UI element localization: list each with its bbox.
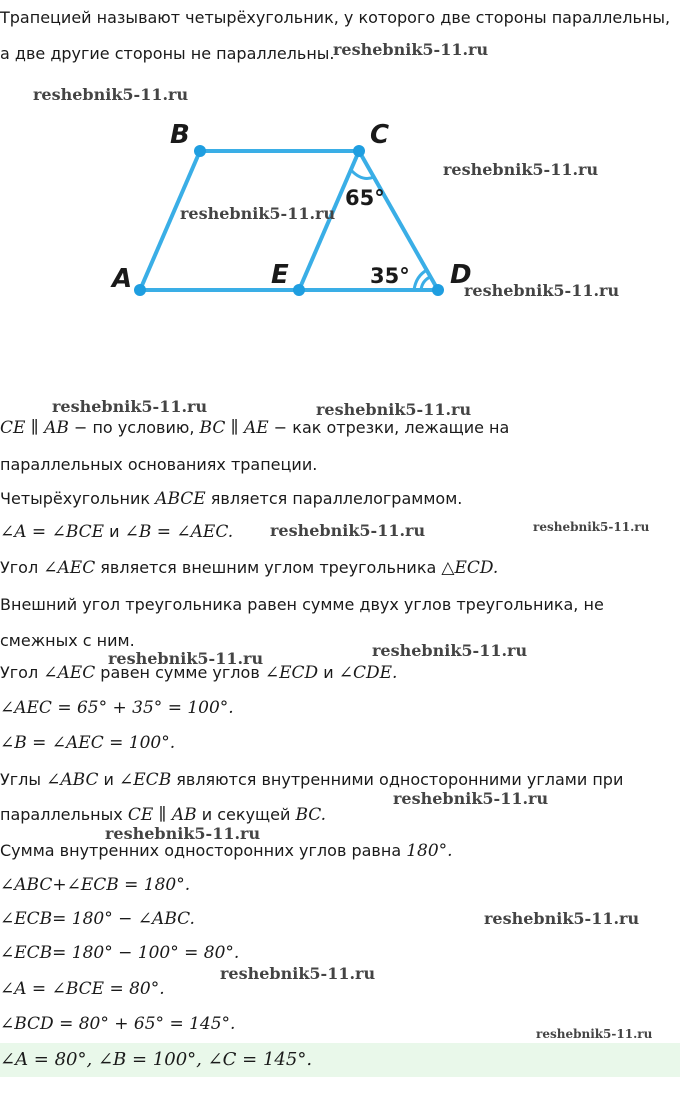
- text-fragment: являются внутренними односторонними углами при: [171, 770, 624, 789]
- math-expression: CE ∥ AB: [0, 418, 69, 438]
- text-fragment: Углы: [0, 770, 47, 789]
- point-e: [293, 284, 305, 296]
- watermark: reshebnik5-11.ru: [533, 520, 650, 534]
- label-d: D: [450, 260, 472, 290]
- solution-line: [0, 631, 135, 650]
- math-expression: CE ∥ AB: [127, 805, 197, 825]
- text-fragment: и: [318, 663, 339, 682]
- math-expression: BC ∥ AE: [199, 418, 269, 438]
- solution-line: [0, 489, 462, 509]
- math-expression: ∠B = ∠AEC = 100°.: [0, 733, 176, 753]
- solution-line: [0, 805, 326, 825]
- text-fragment: смежных с ним.: [0, 631, 135, 650]
- solution-line: [0, 943, 239, 963]
- math-expression: ∠ECB= 180° − ∠ABC.: [0, 909, 195, 929]
- math-expression: ∠AEC = 65° + 35° = 100°.: [0, 698, 234, 718]
- definition-line-2: а две другие стороны не параллельны.: [0, 44, 335, 63]
- answer-text: ∠A = 80°, ∠B = 100°, ∠C = 145°.: [0, 1049, 313, 1070]
- answer-box: [0, 1043, 680, 1077]
- text-fragment: и: [104, 522, 125, 541]
- watermark: reshebnik5-11.ru: [464, 281, 620, 300]
- math-expression: ∠BCD = 80° + 65° = 145°.: [0, 1014, 236, 1034]
- watermark: reshebnik5-11.ru: [220, 964, 376, 983]
- math-expression: BC.: [295, 805, 327, 825]
- math-expression: ∠ABC+∠ECB = 180°.: [0, 875, 191, 895]
- solution-line: [0, 841, 453, 861]
- math-expression: ∠ABC: [46, 770, 99, 790]
- solution-line: [0, 979, 165, 999]
- watermark: reshebnik5-11.ru: [52, 397, 208, 416]
- text-fragment: Угол: [0, 663, 44, 682]
- solution-line: [0, 1014, 235, 1034]
- watermark: reshebnik5-11.ru: [180, 204, 336, 223]
- text-fragment: равен сумме углов: [95, 663, 265, 682]
- watermark: reshebnik5-11.ru: [443, 160, 599, 179]
- watermark: reshebnik5-11.ru: [33, 85, 189, 104]
- text-fragment: является параллелограммом.: [205, 489, 463, 508]
- math-expression: ∠ECB= 180° − 100° = 80°.: [0, 943, 240, 963]
- math-expression: ∠CDE.: [338, 663, 398, 683]
- point-c: [353, 145, 365, 157]
- text-fragment: Внешний угол треугольника равен сумме двух углов треугольника, не: [0, 595, 604, 614]
- watermark: reshebnik5-11.ru: [105, 824, 261, 843]
- text-fragment: Четырёхугольник: [0, 489, 156, 508]
- solution-line: [0, 875, 190, 895]
- math-expression: ∠ECD: [264, 663, 319, 683]
- point-b: [194, 145, 206, 157]
- watermark: reshebnik5-11.ru: [108, 649, 264, 668]
- point-a: [134, 284, 146, 296]
- math-expression: ∠A = ∠BCE = 80°.: [0, 979, 165, 999]
- label-b: B: [170, 120, 190, 150]
- watermark: reshebnik5-11.ru: [316, 400, 472, 419]
- math-expression: ABCE: [155, 489, 206, 509]
- watermark: reshebnik5-11.ru: [484, 909, 640, 928]
- text-fragment: является внешним углом треугольника: [95, 558, 442, 577]
- angle-d-value: 35°: [370, 264, 410, 288]
- math-expression: ∠B = ∠AEC.: [124, 522, 234, 542]
- math-expression: ∠ECB: [119, 770, 172, 790]
- text-fragment: Сумма внутренних односторонних углов равна: [0, 841, 407, 860]
- solution-line: [0, 522, 233, 542]
- solution-line: [0, 595, 604, 614]
- solution-line: [0, 909, 195, 929]
- text-fragment: параллельных: [0, 805, 128, 824]
- solution-line: [0, 698, 234, 718]
- text-fragment: и: [98, 770, 120, 789]
- solution-line: [0, 558, 498, 578]
- text-fragment: − как отрезки, лежащие на: [268, 418, 510, 437]
- solution-line: [0, 455, 317, 474]
- text-fragment: параллельных основаниях трапеции.: [0, 455, 318, 474]
- math-expression: △ECD.: [441, 558, 499, 578]
- label-c: C: [370, 120, 390, 150]
- watermark: reshebnik5-11.ru: [270, 521, 426, 540]
- text-fragment: и секущей: [196, 805, 296, 824]
- solution-line: [0, 733, 175, 753]
- math-expression: ∠AEC: [43, 558, 96, 578]
- label-a: A: [112, 264, 133, 294]
- definition-line-1: Трапецией называют четырёхугольник, у которого две стороны параллельны,: [0, 8, 671, 27]
- solution-line: [0, 770, 623, 790]
- solution-line: [0, 418, 509, 438]
- math-expression: 180°.: [406, 841, 453, 861]
- angle-c-value: 65°: [345, 186, 385, 210]
- watermark: reshebnik5-11.ru: [372, 641, 528, 660]
- text-fragment: Угол: [0, 558, 44, 577]
- math-expression: ∠AEC: [43, 663, 96, 683]
- watermark: reshebnik5-11.ru: [333, 40, 489, 59]
- watermark: reshebnik5-11.ru: [536, 1027, 653, 1041]
- text-fragment: − по условию,: [68, 418, 200, 437]
- math-expression: ∠A = ∠BCE: [0, 522, 105, 542]
- point-d: [432, 284, 444, 296]
- watermark: reshebnik5-11.ru: [393, 789, 549, 808]
- label-e: E: [271, 260, 289, 290]
